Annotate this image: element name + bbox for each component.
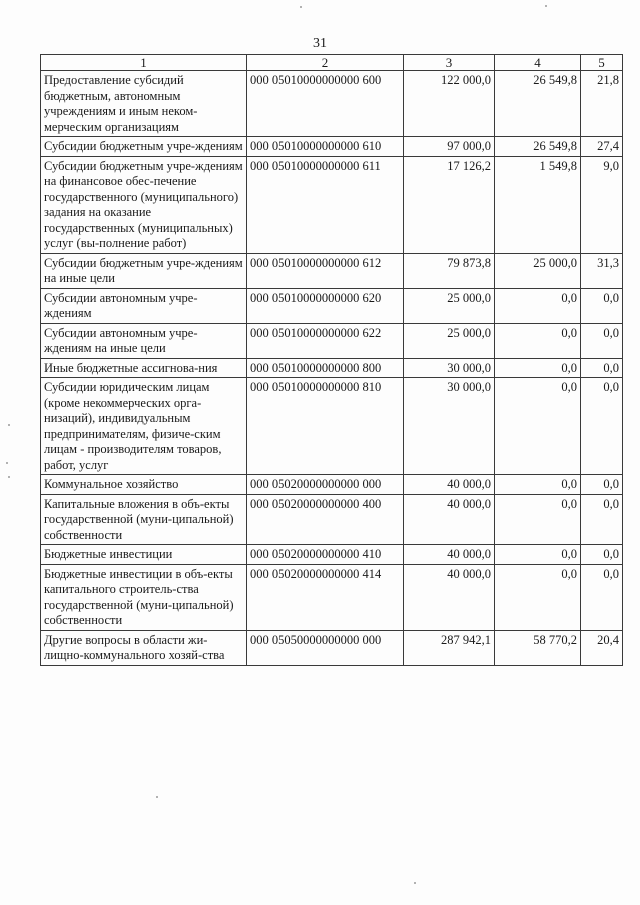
row-percent-cell: 31,3 bbox=[581, 253, 623, 288]
row-fact-cell: 58 770,2 bbox=[495, 630, 581, 665]
row-percent-cell: 0,0 bbox=[581, 545, 623, 565]
row-fact-cell: 0,0 bbox=[495, 323, 581, 358]
row-fact-cell: 25 000,0 bbox=[495, 253, 581, 288]
row-fact-cell: 1 549,8 bbox=[495, 156, 581, 253]
row-name-cell: Бюджетные инвестиции в объ-екты капитального строитель-ства государственной (муни-ципальной) собственности bbox=[41, 564, 247, 630]
row-plan-cell: 30 000,0 bbox=[404, 378, 495, 475]
table-row bbox=[41, 137, 623, 157]
row-name-cell: Коммунальное хозяйство bbox=[41, 475, 247, 495]
row-code-cell: 000 05020000000000 410 bbox=[247, 545, 404, 565]
table-row bbox=[41, 630, 623, 665]
table-row bbox=[41, 358, 623, 378]
row-percent-cell: 0,0 bbox=[581, 475, 623, 495]
row-plan-cell: 25 000,0 bbox=[404, 288, 495, 323]
row-code-cell: 000 05010000000000 610 bbox=[247, 137, 404, 157]
row-percent-cell: 0,0 bbox=[581, 288, 623, 323]
column-header-1: 1 bbox=[41, 55, 247, 71]
row-code-cell: 000 05010000000000 600 bbox=[247, 71, 404, 137]
column-header-4: 4 bbox=[495, 55, 581, 71]
row-plan-cell: 40 000,0 bbox=[404, 475, 495, 495]
row-code-cell: 000 05020000000000 000 bbox=[247, 475, 404, 495]
table-header-row bbox=[41, 55, 623, 71]
row-fact-cell: 0,0 bbox=[495, 494, 581, 545]
table-row bbox=[41, 564, 623, 630]
scan-speck bbox=[8, 424, 10, 426]
row-plan-cell: 122 000,0 bbox=[404, 71, 495, 137]
scan-speck bbox=[8, 476, 10, 478]
row-plan-cell: 287 942,1 bbox=[404, 630, 495, 665]
scan-speck bbox=[414, 882, 416, 884]
table-row bbox=[41, 545, 623, 565]
row-percent-cell: 0,0 bbox=[581, 378, 623, 475]
table-row bbox=[41, 494, 623, 545]
row-name-cell: Иные бюджетные ассигнова-ния bbox=[41, 358, 247, 378]
page-number: 31 bbox=[313, 36, 327, 51]
row-percent-cell: 20,4 bbox=[581, 630, 623, 665]
row-percent-cell: 0,0 bbox=[581, 323, 623, 358]
row-fact-cell: 0,0 bbox=[495, 378, 581, 475]
row-fact-cell: 0,0 bbox=[495, 288, 581, 323]
row-percent-cell: 21,8 bbox=[581, 71, 623, 137]
row-code-cell: 000 05010000000000 612 bbox=[247, 253, 404, 288]
scan-speck bbox=[156, 796, 158, 798]
row-percent-cell: 0,0 bbox=[581, 564, 623, 630]
scan-speck bbox=[300, 6, 302, 8]
row-plan-cell: 25 000,0 bbox=[404, 323, 495, 358]
row-percent-cell: 27,4 bbox=[581, 137, 623, 157]
column-header-5: 5 bbox=[581, 55, 623, 71]
row-name-cell: Субсидии автономным учре-ждениям bbox=[41, 288, 247, 323]
row-percent-cell: 0,0 bbox=[581, 494, 623, 545]
row-code-cell: 000 05010000000000 620 bbox=[247, 288, 404, 323]
row-plan-cell: 40 000,0 bbox=[404, 564, 495, 630]
row-fact-cell: 0,0 bbox=[495, 545, 581, 565]
row-name-cell: Капитальные вложения в объ-екты государственной (муни-ципальной) собственности bbox=[41, 494, 247, 545]
row-fact-cell: 0,0 bbox=[495, 358, 581, 378]
row-code-cell: 000 05010000000000 810 bbox=[247, 378, 404, 475]
table-row bbox=[41, 253, 623, 288]
budget-table bbox=[40, 54, 623, 666]
row-name-cell: Субсидии автономным учре-ждениям на иные цели bbox=[41, 323, 247, 358]
row-name-cell: Субсидии юридическим лицам (кроме некоммерческих орга-низаций), индивидуальным предпринимателям, физиче-ским лицам - производителям товаров, работ, услуг bbox=[41, 378, 247, 475]
row-code-cell: 000 05020000000000 400 bbox=[247, 494, 404, 545]
row-name-cell: Другие вопросы в области жи-лищно-коммунального хозяй-ства bbox=[41, 630, 247, 665]
table-row bbox=[41, 475, 623, 495]
table-row bbox=[41, 288, 623, 323]
row-code-cell: 000 05010000000000 800 bbox=[247, 358, 404, 378]
row-name-cell: Субсидии бюджетным учре-ждениям на иные цели bbox=[41, 253, 247, 288]
row-plan-cell: 40 000,0 bbox=[404, 494, 495, 545]
row-code-cell: 000 05020000000000 414 bbox=[247, 564, 404, 630]
row-fact-cell: 26 549,8 bbox=[495, 71, 581, 137]
column-header-2: 2 bbox=[247, 55, 404, 71]
table-row bbox=[41, 323, 623, 358]
row-percent-cell: 9,0 bbox=[581, 156, 623, 253]
row-name-cell: Предоставление субсидий бюджетным, автономным учреждениям и иным неком-мерческим организациям bbox=[41, 71, 247, 137]
row-name-cell: Субсидии бюджетным учре-ждениям на финансовое обес-печение государственного (муниципального) задания на оказание государственных (муниципальных) услуг (вы-полнение работ) bbox=[41, 156, 247, 253]
row-plan-cell: 30 000,0 bbox=[404, 358, 495, 378]
row-name-cell: Субсидии бюджетным учре-ждениям bbox=[41, 137, 247, 157]
row-code-cell: 000 05010000000000 611 bbox=[247, 156, 404, 253]
scan-speck bbox=[545, 5, 547, 7]
row-fact-cell: 26 549,8 bbox=[495, 137, 581, 157]
scan-speck bbox=[6, 462, 8, 464]
row-name-cell: Бюджетные инвестиции bbox=[41, 545, 247, 565]
table-row bbox=[41, 156, 623, 253]
row-plan-cell: 17 126,2 bbox=[404, 156, 495, 253]
table-row bbox=[41, 378, 623, 475]
column-header-3: 3 bbox=[404, 55, 495, 71]
row-percent-cell: 0,0 bbox=[581, 358, 623, 378]
row-fact-cell: 0,0 bbox=[495, 564, 581, 630]
row-plan-cell: 97 000,0 bbox=[404, 137, 495, 157]
row-code-cell: 000 05010000000000 622 bbox=[247, 323, 404, 358]
row-fact-cell: 0,0 bbox=[495, 475, 581, 495]
table-row bbox=[41, 71, 623, 137]
row-plan-cell: 79 873,8 bbox=[404, 253, 495, 288]
row-plan-cell: 40 000,0 bbox=[404, 545, 495, 565]
row-code-cell: 000 05050000000000 000 bbox=[247, 630, 404, 665]
